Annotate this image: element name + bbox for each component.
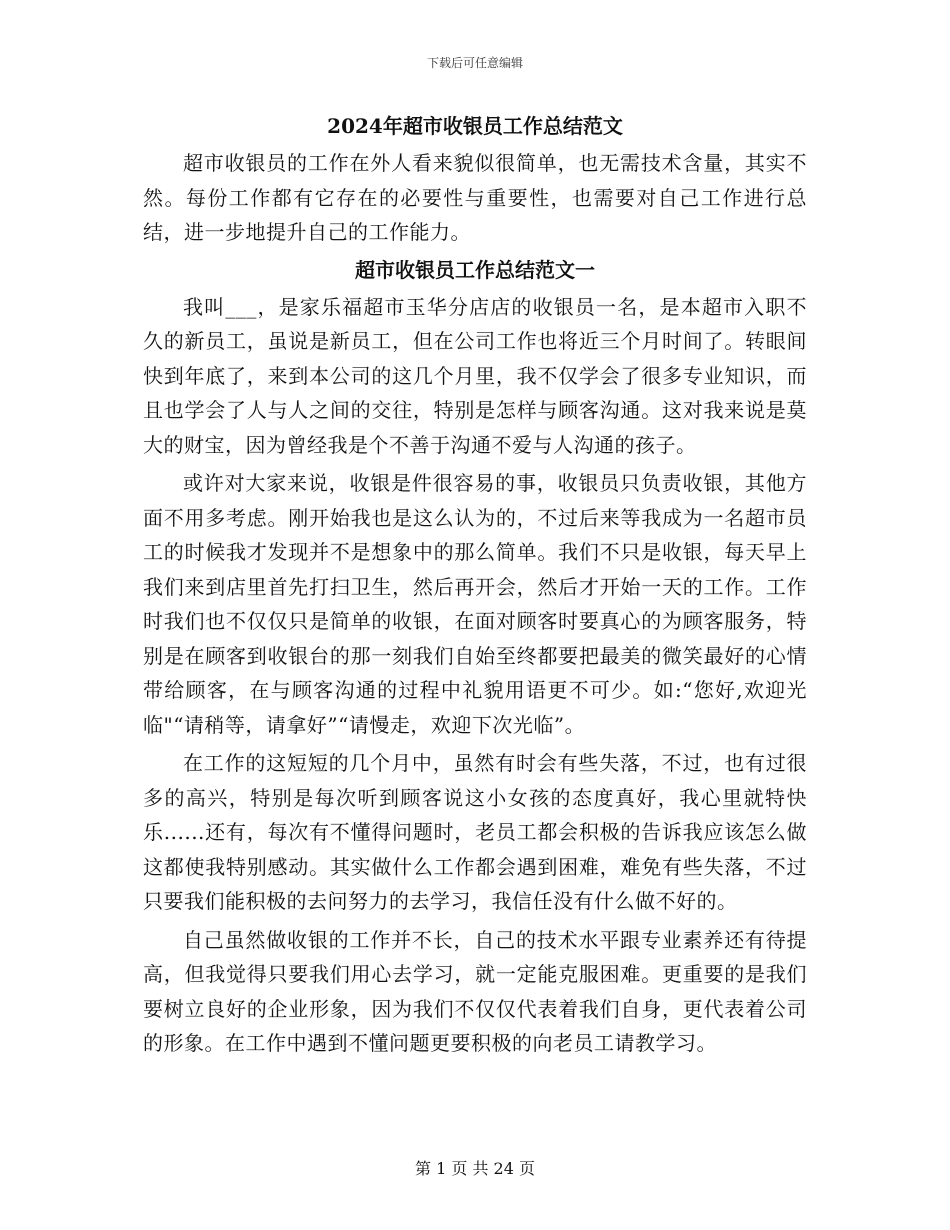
body-paragraph-3: 在工作的这短短的几个月中，虽然有时会有些失落，不过，也有过很多的高兴，特别是每次听到顾客说这小女孩的态度真好，我心里就特快乐......还有，每次有不懂得问题时，老员工都会积极的告诉我应该怎么做这都使我特别感动。其实做什么工作都会遇到困难，难免有些失落，不过只要我们能积极的去问努力的去学习，我信任没有什么做不好的。 <box>143 751 807 913</box>
document-body <box>143 106 807 1061</box>
document-title: 2024年超市收银员工作总结范文 <box>327 114 623 138</box>
intro-paragraph: 超市收银员的工作在外人看来貌似很简单，也无需技术含量，其实不然。每份工作都有它存在的必要性与重要性，也需要对自己工作进行总结，进一步地提升自己的工作能力。 <box>143 151 807 244</box>
body-paragraph-4: 自己虽然做收银的工作并不长，自己的技术水平跟专业素养还有待提高，但我觉得只要我们用心去学习，就一定能克服困难。更重要的是我们要树立良好的企业形象，因为我们不仅仅代表着我们自身，更代表着公司的形象。在工作中遇到不懂问题更要积极的向老员工请教学习。 <box>143 927 807 1055</box>
body-paragraph-2: 或许对大家来说，收银是件很容易的事，收银员只负责收银，其他方面不用多考虑。刚开始我也是这么认为的，不过后来等我成为一名超市员工的时候我才发现并不是想象中的那么简单。我们不只是收银，每天早上我们来到店里首先打扫卫生，然后再开会，然后才开始一天的工作。工作时我们也不仅仅只是简单的收银，在面对顾客时要真心的为顾客服务，特别是在顾客到收银台的那一刻我们自始至终都要把最美的微笑最好的心情带给顾客，在与顾客沟通的过程中礼貌用语更不可少。如:“您好,欢迎光临"“请稍等，请拿好”“请慢走，欢迎下次光临”。 <box>143 471 807 737</box>
section-title: 超市收银员工作总结范文一 <box>355 257 595 282</box>
page-number: 第 1 页 共 24 页 <box>415 1159 535 1178</box>
body-paragraph-1: 我叫___，是家乐福超市玉华分店店的收银员一名，是本超市入职不久的新员工，虽说是新员工，但在公司工作也将近三个月时间了。转眼间快到年底了，来到本公司的这几个月里，我不仅学会了很多专业知识，而且也学会了人与人之间的交往，特别是怎样与顾客沟通。这对我来说是莫大的财宝，因为曾经我是个不善于沟通不爱与人沟通的孩子。 <box>143 294 807 457</box>
header-note: 下载后可任意编辑 <box>426 56 523 70</box>
